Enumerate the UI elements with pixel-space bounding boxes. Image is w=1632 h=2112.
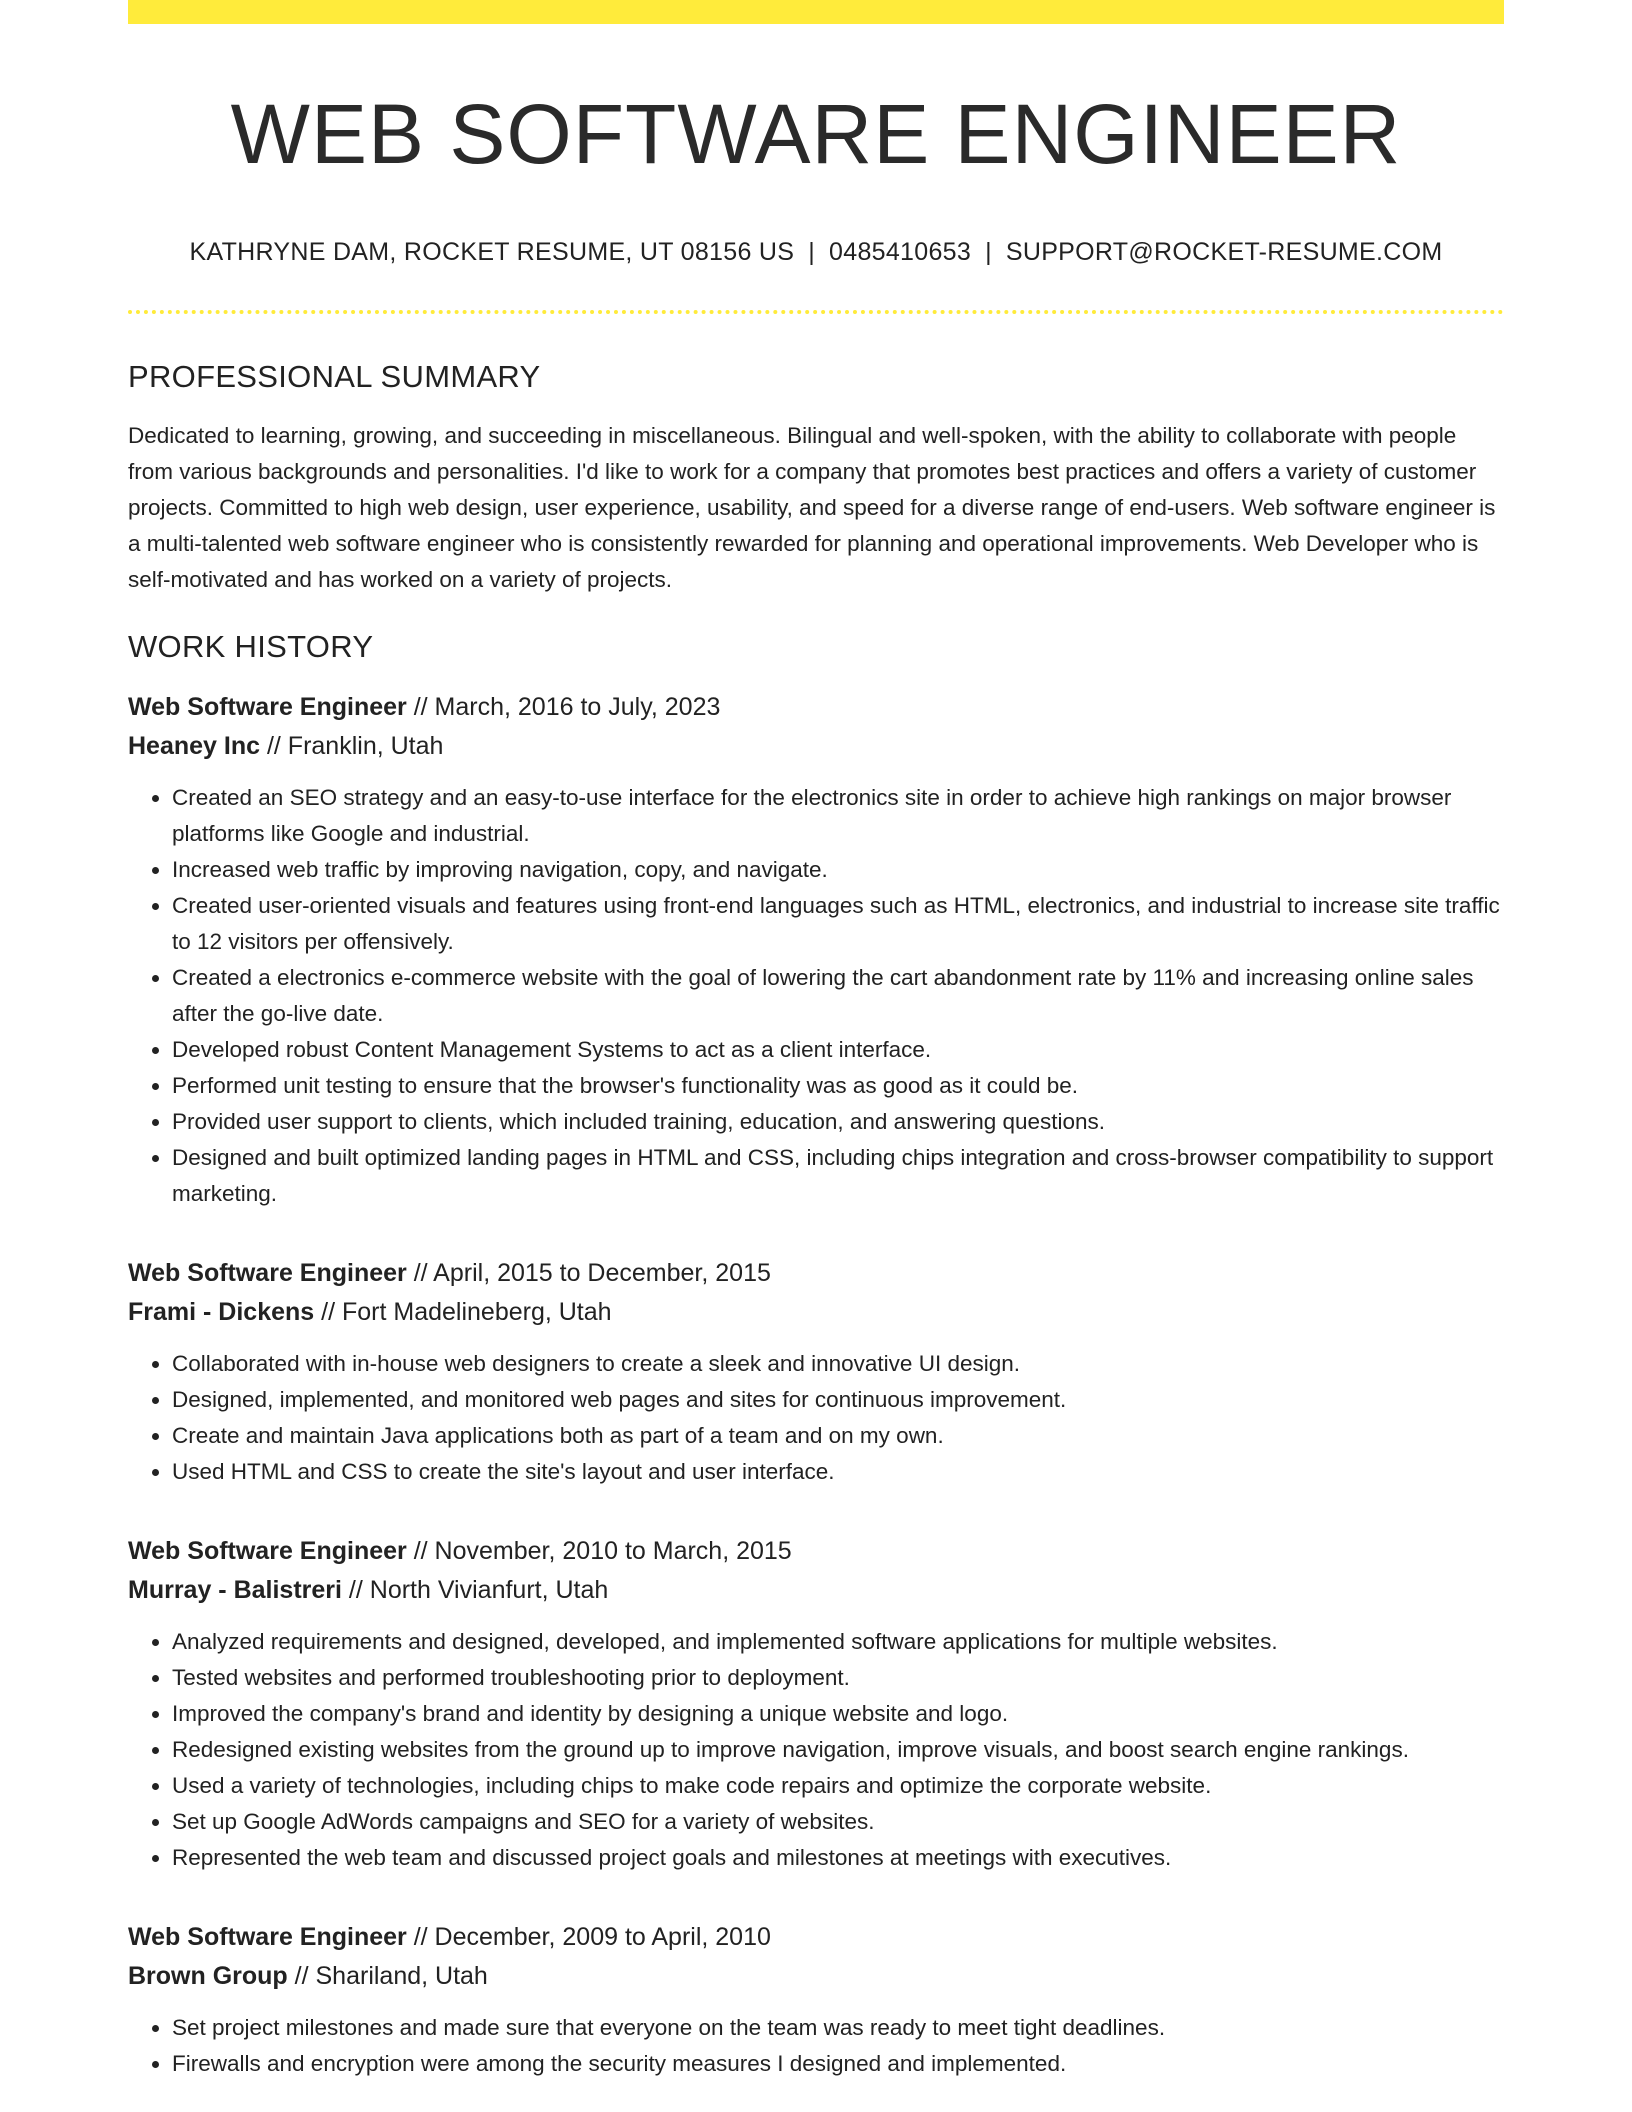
job-bullet: • Designed, implemented, and monitored web pages and sites for continuous improvement. — [172, 1382, 1504, 1418]
job-dates: // December, 2009 to April, 2010 — [413, 1923, 771, 1951]
job-title: Web Software Engineer — [128, 1923, 407, 1951]
job-company-line — [128, 1957, 1504, 1996]
job-title: Web Software Engineer — [128, 1537, 407, 1565]
job-bullet: • Improved the company's brand and identity by designing a unique website and logo. — [172, 1696, 1504, 1732]
job-bullet: • Firewalls and encryption were among the security measures I designed and implemented. — [172, 2046, 1504, 2082]
job-company: Murray - Balistreri — [128, 1576, 342, 1604]
job-company-line — [128, 1293, 1504, 1332]
job-dates: // March, 2016 to July, 2023 — [413, 693, 721, 721]
job-company: Heaney Inc — [128, 732, 261, 760]
job-bullet: • Created an SEO strategy and an easy-to-use interface for the electronics site in order to achieve high rankings on major browser platforms like Google and industrial. — [172, 780, 1504, 852]
job-entry — [128, 688, 1504, 1212]
job-bullets — [128, 2010, 1504, 2082]
job-title-line — [128, 1918, 1504, 1957]
job-company: Brown Group — [128, 1962, 288, 1990]
job-title-line — [128, 1254, 1504, 1293]
job-entry — [128, 1532, 1504, 1876]
job-entry — [128, 1918, 1504, 2082]
job-bullet: • Used HTML and CSS to create the site's layout and user interface. — [172, 1454, 1504, 1490]
job-dates: // November, 2010 to March, 2015 — [413, 1537, 792, 1565]
job-company-line — [128, 727, 1504, 766]
contact-address: KATHRYNE DAM, ROCKET RESUME, UT 08156 US — [189, 238, 795, 266]
job-bullet: • Created user-oriented visuals and features using front-end languages such as HTML, electronics, and industrial to increase site traffic to 12 visitors per offensively. — [172, 888, 1504, 960]
contact-separator: | — [808, 238, 816, 266]
job-location: // Fort Madelineberg, Utah — [321, 1298, 612, 1326]
job-location: // Franklin, Utah — [266, 732, 444, 760]
job-company: Frami - Dickens — [128, 1298, 315, 1326]
job-bullet: • Collaborated with in-house web designers to create a sleek and innovative UI design. — [172, 1346, 1504, 1382]
resume-page — [128, 0, 1504, 2082]
accent-bar — [128, 0, 1504, 24]
job-bullet: • Created a electronics e-commerce website with the goal of lowering the cart abandonment rate by 11% and increasing online sales after the go-live date. — [172, 960, 1504, 1032]
summary-text: Dedicated to learning, growing, and succeeding in miscellaneous. Bilingual and well-spoken, with the ability to collaborate with people from various backgrounds and personalities. I'd like to work for a company that promotes best practices and offers a variety of customer projects. Committed to high web design, user experience, usability, and speed for a diverse range of end-users. Web software engineer is a multi-talented web software engineer who is consistently rewarded for planning and operational improvements. Web Developer who is self-motivated and has worked on a variety of projects. — [128, 423, 1496, 592]
work-history-heading: WORK HISTORY — [128, 629, 374, 664]
job-bullet: • Developed robust Content Management Systems to act as a client interface. — [172, 1032, 1504, 1068]
dotted-divider — [128, 310, 1504, 314]
job-bullet: • Set up Google AdWords campaigns and SEO for a variety of websites. — [172, 1804, 1504, 1840]
job-title-line — [128, 1532, 1504, 1571]
job-bullet: • Used a variety of technologies, including chips to make code repairs and optimize the corporate website. — [172, 1768, 1504, 1804]
job-bullet: • Designed and built optimized landing pages in HTML and CSS, including chips integration and cross-browser compatibility to support marketing. — [172, 1140, 1504, 1212]
job-bullets — [128, 1346, 1504, 1490]
job-bullet: • Increased web traffic by improving navigation, copy, and navigate. — [172, 852, 1504, 888]
job-bullet: • Tested websites and performed troubleshooting prior to deployment. — [172, 1660, 1504, 1696]
job-bullets — [128, 1624, 1504, 1876]
job-bullet: • Represented the web team and discussed project goals and milestones at meetings with executives. — [172, 1840, 1504, 1876]
contact-email[interactable]: SUPPORT@ROCKET-RESUME.COM — [1005, 238, 1443, 266]
contact-phone: 0485410653 — [829, 238, 972, 266]
job-bullet: • Analyzed requirements and designed, developed, and implemented software applications for multiple websites. — [172, 1624, 1504, 1660]
resume-title: WEB SOFTWARE ENGINEER — [230, 87, 1402, 181]
summary-heading: PROFESSIONAL SUMMARY — [128, 359, 541, 394]
job-title-line — [128, 688, 1504, 727]
job-bullet: • Provided user support to clients, which included training, education, and answering questions. — [172, 1104, 1504, 1140]
job-bullet: • Redesigned existing websites from the ground up to improve navigation, improve visuals, and boost search engine rankings. — [172, 1732, 1504, 1768]
job-bullet: • Performed unit testing to ensure that the browser's functionality was as good as it could be. — [172, 1068, 1504, 1104]
contact-line — [128, 236, 1504, 268]
job-location: // Shariland, Utah — [294, 1962, 488, 1990]
job-title: Web Software Engineer — [128, 1259, 407, 1287]
job-dates: // April, 2015 to December, 2015 — [413, 1259, 771, 1287]
job-entry — [128, 1254, 1504, 1490]
job-bullet: • Create and maintain Java applications both as part of a team and on my own. — [172, 1418, 1504, 1454]
job-company-line — [128, 1571, 1504, 1610]
job-title: Web Software Engineer — [128, 693, 407, 721]
job-location: // North Vivianfurt, Utah — [348, 1576, 609, 1604]
contact-separator: | — [985, 238, 992, 266]
job-bullet: • Set project milestones and made sure that everyone on the team was ready to meet tight deadlines. — [172, 2010, 1504, 2046]
job-bullets — [128, 780, 1504, 1212]
